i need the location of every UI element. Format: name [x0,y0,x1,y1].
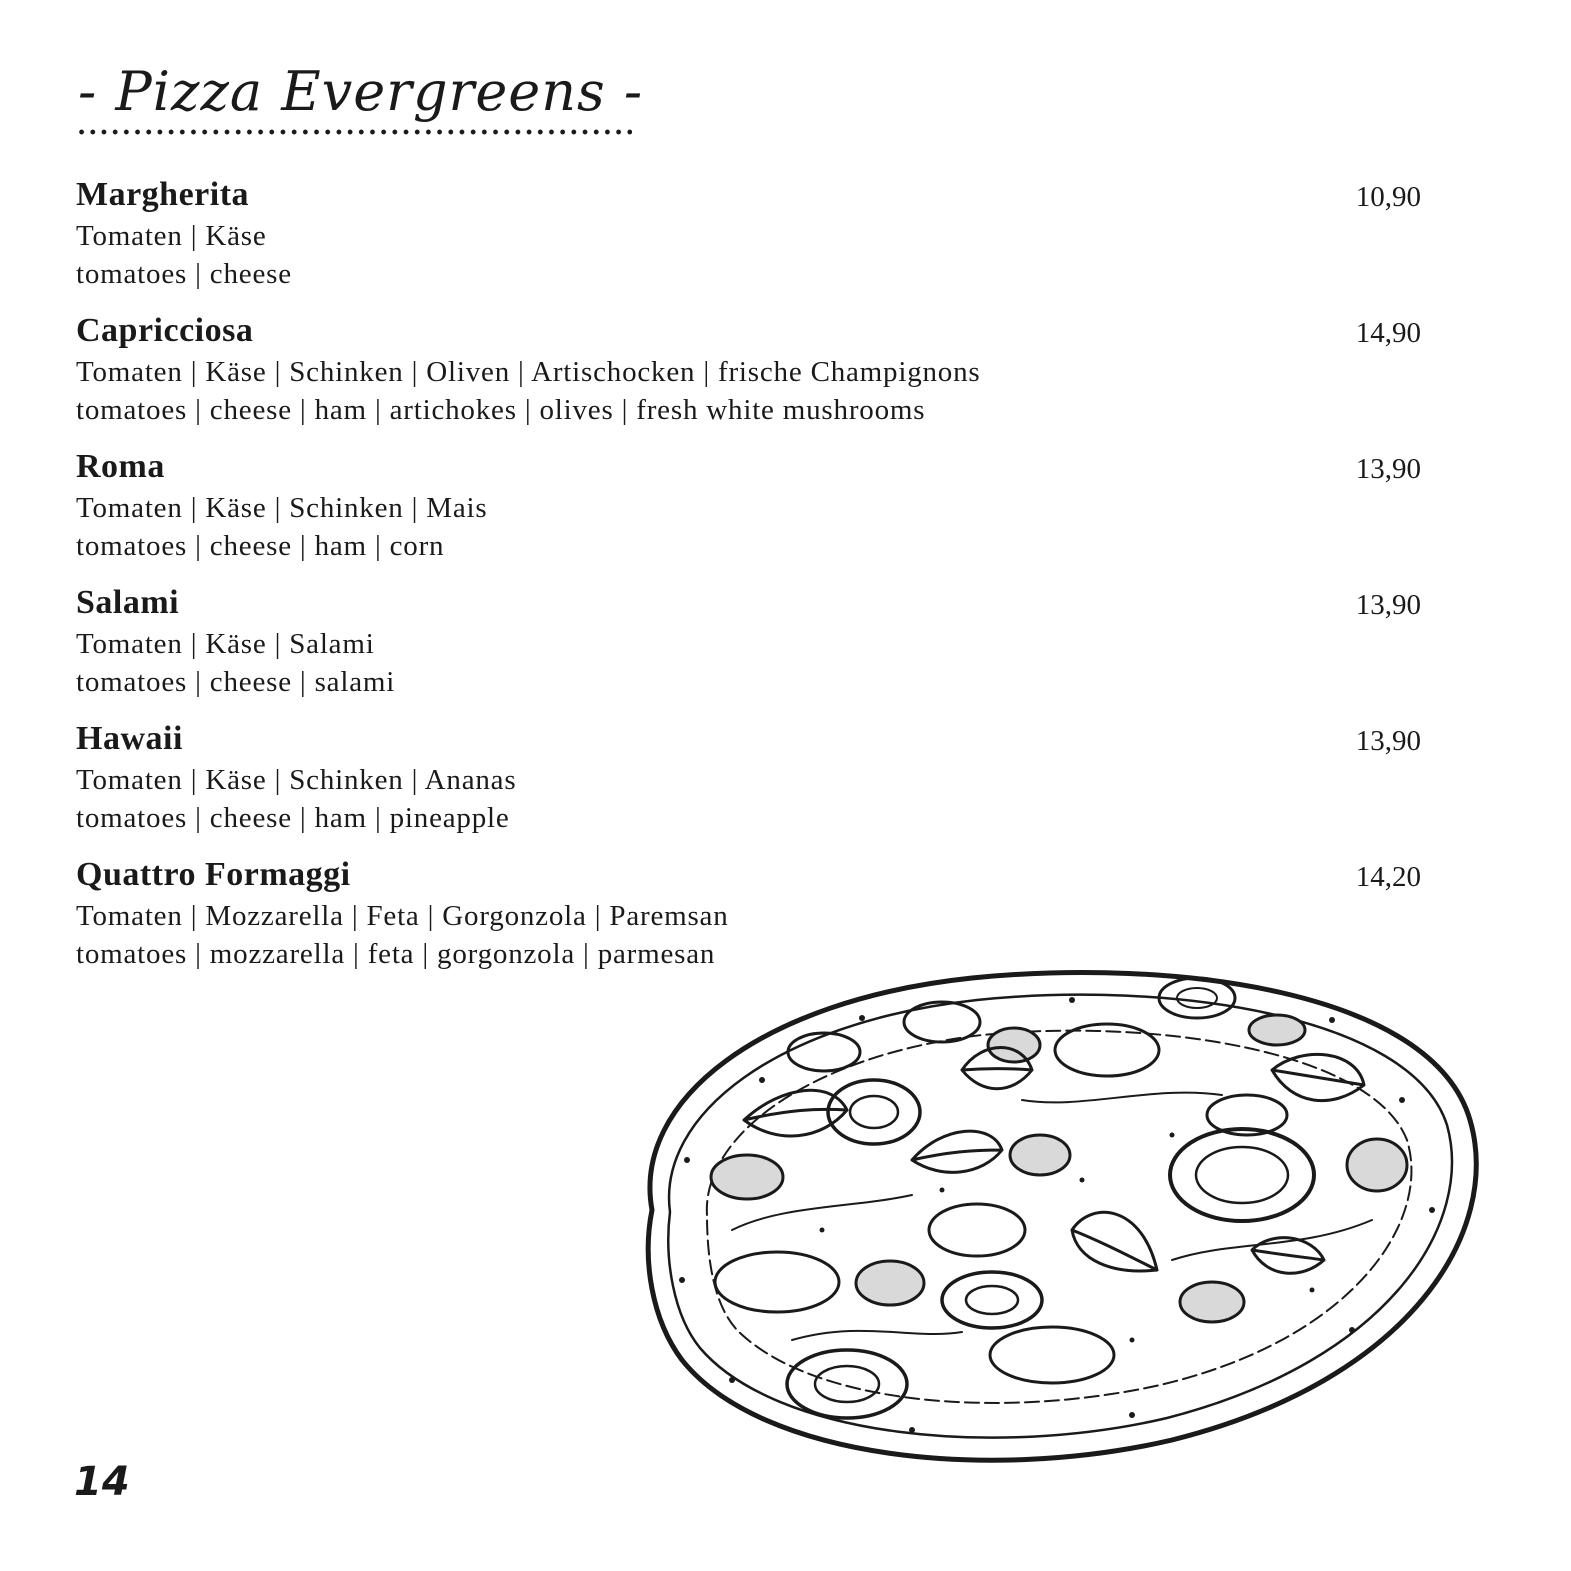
menu-item-roma [76,447,1421,583]
title-dotted-underline [76,128,632,136]
page-header [74,52,644,152]
item-price: 13,90 [1355,725,1421,757]
item-price: 13,90 [1355,453,1421,485]
menu-item-capricciosa [76,311,1421,447]
pizza-illustration-icon [612,960,1492,1480]
item-name: Salami [76,584,180,621]
menu-item-salami [76,583,1421,719]
item-ingredients-english: tomatoes | cheese | salami [76,666,396,698]
item-name: Roma [76,448,165,485]
item-ingredients-english: tomatoes | cheese | ham | artichokes | olives | fresh white mushrooms [76,394,926,426]
item-ingredients-english: tomatoes | mozzarella | feta | gorgonzola | parmesan [76,938,716,970]
item-price: 14,90 [1355,317,1421,349]
item-ingredients-german: Tomaten | Käse | Salami [76,628,375,660]
menu-list [76,175,1421,991]
item-ingredients-german: Tomaten | Käse | Schinken | Mais [76,492,488,524]
item-ingredients-german: Tomaten | Käse | Schinken | Ananas [76,764,517,796]
page-title: - Pizza Evergreens - [78,60,644,123]
item-ingredients-german: Tomaten | Mozzarella | Feta | Gorgonzola | Paremsan [76,900,729,932]
item-name: Capricciosa [76,312,254,349]
item-ingredients-german: Tomaten | Käse | Schinken | Oliven | Artischocken | frische Champignons [76,356,981,388]
item-name: Margherita [76,176,250,213]
menu-item-margherita [76,175,1421,311]
page-number: 14 [74,1459,130,1505]
item-ingredients-english: tomatoes | cheese | ham | corn [76,530,445,562]
item-name: Quattro Formaggi [76,856,351,893]
item-ingredients-english: tomatoes | cheese | ham | pineapple [76,802,510,834]
item-ingredients-english: tomatoes | cheese [76,258,292,290]
menu-item-hawaii [76,719,1421,855]
item-price: 14,20 [1355,861,1421,893]
item-price: 10,90 [1355,181,1421,213]
item-name: Hawaii [76,720,183,757]
item-ingredients-german: Tomaten | Käse [76,220,267,252]
item-price: 13,90 [1355,589,1421,621]
